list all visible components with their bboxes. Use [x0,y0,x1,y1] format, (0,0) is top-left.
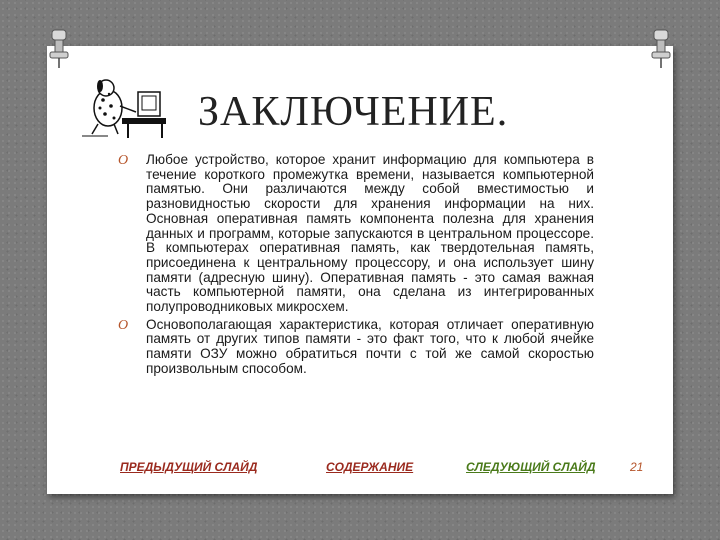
bullet-item [118,153,594,315]
previous-slide-link[interactable]: ПРЕДЫДУЩИЙ СЛАЙД [120,460,258,474]
bullet-list [118,153,594,380]
pushpin-icon [650,28,672,70]
bullet-text: Основополагающая характеристика, которая отличает оперативную память от других типов памяти - это факт того, что к любой ячейке памяти ОЗУ можно обратиться почти с той же самой скоростью произвольным способом. [146,316,594,376]
pushpin-icon [48,28,70,70]
contents-link[interactable]: СОДЕРЖАНИЕ [326,460,414,474]
bullet-marker-icon: O [118,317,129,333]
slide-title: ЗАКЛЮЧЕНИЕ. [198,89,509,135]
bullet-marker-icon: O [118,153,129,168]
bullet-text: Любое устройство, которое хранит информацию для компьютера в течение короткого промежутка времени, называется компьютерной памятью. Они различаются между собой вместимостью и разновидностью скорости для хранения информации на них. Основная оперативная память компонента полезна для хранения данных и программ, которые запускаются в центральном процессоре. В компьютерах оперативная память, как твердотельная память, присоединена к центральному процессору, и она использует шину памяти (адресную шину). Оперативная память - это самая важная часть компьютерной памяти, она сделана из интегрированных полупроводниковых микросхем. [146,152,594,315]
bullet-item [118,318,594,377]
next-slide-link[interactable]: СЛЕДУЮЩИЙ СЛАЙД [466,460,596,474]
dalmatian-at-desk-icon [78,78,168,140]
page-number: 21 [630,460,644,474]
